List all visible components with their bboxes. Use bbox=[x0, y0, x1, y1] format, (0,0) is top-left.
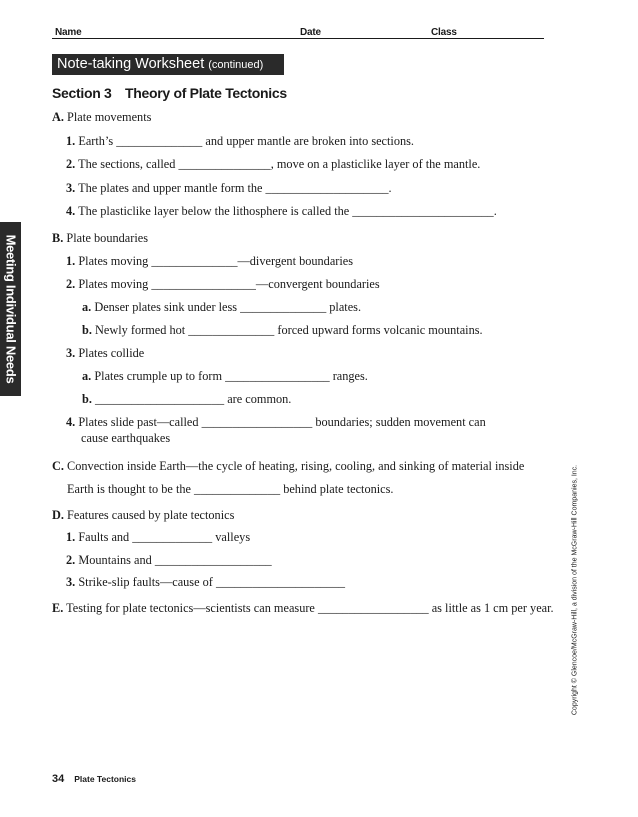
outline-item: 3. Strike-slip faults—cause of _____________________ bbox=[66, 575, 346, 589]
outline-item: 2. The sections, called _______________, move on a plasticlike layer of the mantle. bbox=[66, 157, 481, 171]
outline-item: b. Newly formed hot ______________ forced upward forms volcanic mountains. bbox=[82, 323, 483, 337]
section-number: Section 3 bbox=[52, 85, 112, 101]
name-field[interactable] bbox=[52, 38, 298, 39]
banner-title: Note-taking Worksheet bbox=[57, 56, 205, 72]
outline-item: 4. The plasticlike layer below the lithosphere is called the _______________________. bbox=[66, 204, 497, 218]
class-label: Class bbox=[431, 27, 457, 38]
date-label: Date bbox=[300, 27, 321, 38]
outline-item: 3. Plates collide bbox=[66, 346, 145, 360]
outline-item: 2. Plates moving _________________—convergent boundaries bbox=[66, 277, 380, 291]
outline-item: E. Testing for plate tectonics—scientists can measure __________________ as little as 1 cm per year. bbox=[52, 601, 554, 615]
outline-item: b. _____________________ are common. bbox=[82, 392, 292, 406]
outline-item: 1. Plates moving ______________—divergent boundaries bbox=[66, 254, 354, 268]
outline-item: C. Convection inside Earth—the cycle of heating, rising, cooling, and sinking of material inside bbox=[52, 459, 525, 473]
section-title: Theory of Plate Tectonics bbox=[125, 85, 287, 101]
side-tab-label: Meeting Individual Needs bbox=[3, 234, 18, 384]
name-label: Name bbox=[55, 27, 82, 38]
class-field[interactable] bbox=[428, 38, 544, 39]
page-number: 34 bbox=[52, 773, 65, 785]
worksheet-banner bbox=[52, 54, 284, 75]
outline-item: cause earthquakes bbox=[81, 431, 171, 445]
outline-item: 1. Faults and _____________ valleys bbox=[66, 530, 251, 544]
outline-item: 3. The plates and upper mantle form the ____________________. bbox=[66, 181, 392, 195]
outline-item: 2. Mountains and ___________________ bbox=[66, 553, 272, 567]
date-field[interactable] bbox=[298, 38, 428, 39]
outline-item: D. Features caused by plate tectonics bbox=[52, 508, 235, 522]
outline-item: 1. Earth’s ______________ and upper mantle are broken into sections. bbox=[66, 134, 415, 148]
page-footer bbox=[52, 769, 136, 787]
outline-item: B. Plate boundaries bbox=[52, 231, 148, 245]
outline-item: a. Plates crumple up to form _________________ ranges. bbox=[82, 369, 368, 383]
outline-item: Earth is thought to be the ______________ behind plate tectonics. bbox=[67, 482, 394, 496]
outline-item: a. Denser plates sink under less ______________ plates. bbox=[82, 300, 362, 314]
footer-title: Plate Tectonics bbox=[74, 774, 136, 784]
outline-item: A. Plate movements bbox=[52, 110, 152, 124]
outline-item: 4. Plates slide past—called __________________ boundaries; sudden movement can bbox=[66, 415, 486, 429]
banner-suffix: (continued) bbox=[208, 59, 264, 71]
side-tab bbox=[0, 222, 21, 396]
